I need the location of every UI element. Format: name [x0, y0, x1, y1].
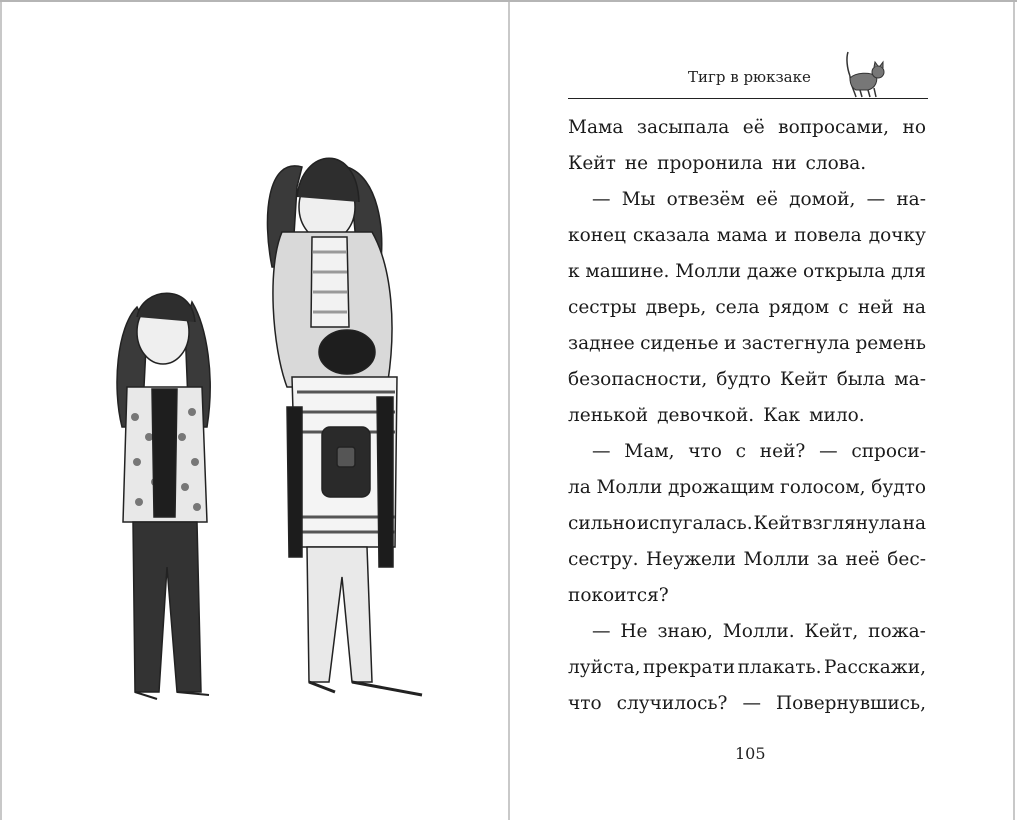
- mother-figure: [267, 158, 422, 695]
- word: сестру.: [568, 549, 639, 570]
- word: безопасности,: [568, 369, 708, 390]
- word: случилось?: [616, 693, 728, 714]
- word: повела: [794, 225, 862, 246]
- word: на: [902, 297, 926, 318]
- word: засыпала: [636, 117, 730, 138]
- word: ней: [857, 297, 894, 318]
- word: конец: [568, 225, 626, 246]
- word: Кейт: [568, 153, 616, 174]
- girl-figure: [117, 293, 210, 699]
- word: луйста,: [568, 657, 641, 678]
- text-line: [568, 686, 926, 722]
- word: ней?: [759, 441, 806, 462]
- word: проронила: [657, 153, 763, 174]
- word: —: [592, 189, 611, 210]
- body-text: [568, 110, 926, 722]
- word: взглянула: [802, 513, 902, 534]
- word: что: [568, 693, 602, 714]
- word: застегнула: [741, 333, 851, 354]
- word: покоится?: [568, 585, 669, 606]
- word: мило.: [809, 405, 865, 426]
- word: знаю,: [657, 621, 713, 642]
- word: Мы: [621, 189, 656, 210]
- running-title: Тигр в рюкзаке: [688, 68, 811, 86]
- word: ремень: [855, 333, 926, 354]
- word: но: [902, 117, 926, 138]
- word: с: [735, 441, 747, 462]
- word: Молли.: [722, 621, 795, 642]
- word: что: [688, 441, 722, 462]
- word: будто: [871, 477, 926, 498]
- word: не: [624, 153, 649, 174]
- word: Повернувшись,: [776, 693, 926, 714]
- word: плакать.: [737, 657, 822, 678]
- text-line: [568, 182, 926, 218]
- word: и: [723, 333, 737, 354]
- word: —: [742, 693, 761, 714]
- word: дверь,: [645, 297, 707, 318]
- word: —: [592, 441, 611, 462]
- word: на: [902, 513, 926, 534]
- word: спроси-: [851, 441, 926, 462]
- text-line: [568, 470, 926, 506]
- word: ма-: [894, 369, 926, 390]
- word: Расскажи,: [823, 657, 926, 678]
- word: сказала: [632, 225, 710, 246]
- word: сильно: [568, 513, 636, 534]
- running-header: [568, 60, 928, 99]
- word: домой,: [789, 189, 856, 210]
- word: Мам,: [624, 441, 675, 462]
- left-page: [0, 2, 508, 820]
- word: дочку: [868, 225, 926, 246]
- word: неё: [845, 549, 880, 570]
- text-line: [568, 146, 926, 182]
- word: Молли: [675, 261, 742, 282]
- word: Молли: [743, 549, 810, 570]
- word: машине.: [585, 261, 670, 282]
- word: сестры: [568, 297, 637, 318]
- word: пожа-: [868, 621, 926, 642]
- word: для: [891, 261, 926, 282]
- word: —: [819, 441, 838, 462]
- word: её: [756, 189, 778, 210]
- right-page: [510, 2, 1015, 820]
- page-number: 105: [735, 744, 766, 763]
- word: заднее: [568, 333, 635, 354]
- word: будто: [716, 369, 772, 390]
- text-line: [568, 110, 926, 146]
- word: голосом,: [780, 477, 866, 498]
- text-line: [568, 614, 926, 650]
- word: была: [836, 369, 886, 390]
- word: Как: [763, 405, 801, 426]
- word: прекрати: [642, 657, 736, 678]
- word: Кейт,: [804, 621, 859, 642]
- word: открыла: [803, 261, 886, 282]
- word: на-: [896, 189, 926, 210]
- text-line: [568, 254, 926, 290]
- word: испугалась.: [636, 513, 753, 534]
- word: сиденье: [640, 333, 719, 354]
- word: Молли: [596, 477, 663, 498]
- word: слова.: [805, 153, 867, 174]
- word: за: [816, 549, 839, 570]
- word: —: [592, 621, 611, 642]
- text-line: [568, 290, 926, 326]
- word: Кейт: [779, 369, 828, 390]
- word: с: [838, 297, 849, 318]
- word: села: [715, 297, 760, 318]
- word: мама: [716, 225, 768, 246]
- word: рядом: [768, 297, 830, 318]
- word: Не: [620, 621, 648, 642]
- text-line: [568, 506, 926, 542]
- word: ла: [568, 477, 591, 498]
- text-line: [568, 650, 926, 686]
- text-line: [568, 434, 926, 470]
- word: вопросами,: [778, 117, 890, 138]
- cat-icon: [844, 50, 888, 98]
- text-line: [568, 362, 926, 398]
- text-line: [568, 326, 926, 362]
- text-line: [568, 578, 926, 614]
- word: отвезём: [666, 189, 745, 210]
- illustration: [97, 127, 447, 707]
- word: —: [866, 189, 886, 210]
- word: Мама: [568, 117, 624, 138]
- word: дрожащим: [668, 477, 775, 498]
- word: Кейт: [753, 513, 802, 534]
- word: и: [774, 225, 788, 246]
- word: даже: [746, 261, 798, 282]
- text-line: [568, 542, 926, 578]
- word: к: [568, 261, 580, 282]
- word: ни: [771, 153, 797, 174]
- word: бес-: [887, 549, 926, 570]
- word: Неужели: [646, 549, 737, 570]
- word: её: [742, 117, 765, 138]
- text-line: [568, 398, 926, 434]
- word: девочкой.: [657, 405, 755, 426]
- word: ленькой: [568, 405, 649, 426]
- text-line: [568, 218, 926, 254]
